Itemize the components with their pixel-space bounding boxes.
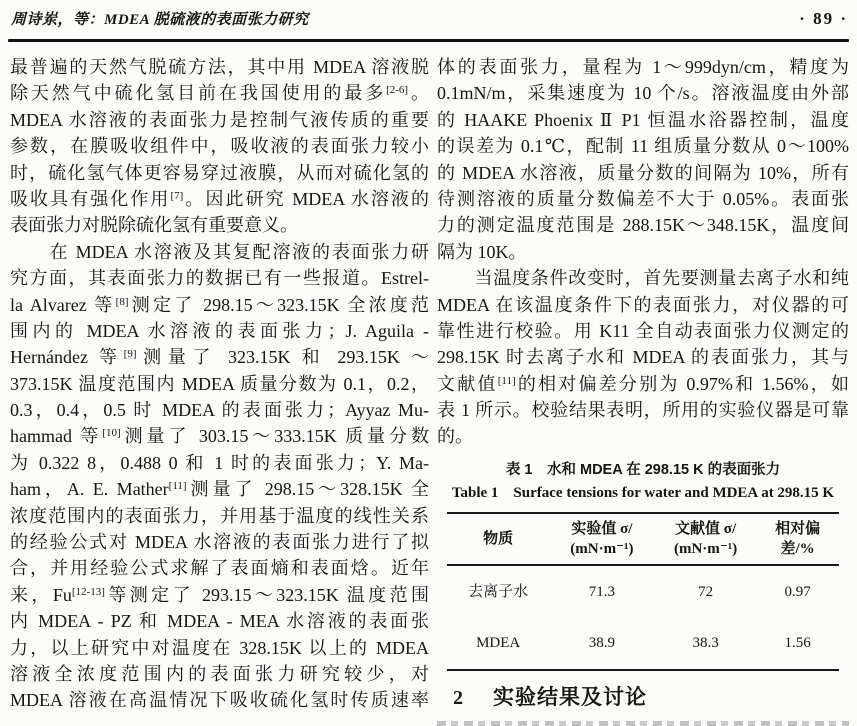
text-line: 力，以上研究中对温度在 328.15K 以上的 MDEA [10,637,429,658]
table-row [447,565,838,617]
text-line: 吸收具有强化作用[7]。因此研究 MDEA 水溶液的 [10,188,429,209]
text-line: 围内的 MDEA 水溶液的表面张力；J. Aguila - [10,320,429,341]
text-line: 隔为 10K。 [437,241,527,262]
text-line: 待测溶液的质量分数偏差不大于 0.05%。表面张 [437,188,849,209]
text-line: 究方面，其表面张力的数据已有一些报道。Estrel- [10,268,429,289]
text-line: 373.15K 温度范围内 MDEA 质量分数为 0.1，0.2， [10,373,429,394]
section-number: 2 [453,686,463,709]
header-rule [8,39,849,42]
text-line: 表 1 所示。校验结果表明，所用的实验仪器是可靠 [437,400,849,421]
table-header-cell: 实验值 σ/ (mN·m⁻¹) [570,520,634,557]
results-table [447,512,838,671]
text-line: 来，Fu[12-13]等测定了 293.15～323.15K 温度范围 [10,584,429,605]
text-line: 为 0.322 8，0.488 0 和 1 时的表面张力；Y. Ma- [10,452,429,473]
text-line: 的。 [437,426,473,447]
table-cell: 71.3 [588,583,615,600]
table-cell: 72 [698,583,714,600]
text-line: MDEA 在该温度条件下的表面张力，对仪器的可 [437,294,849,315]
text-line: 的 HAAKE Phoenix Ⅱ P1 恒温水浴器控制，温度 [437,109,849,130]
cutoff-text-line [437,721,849,726]
page-header [11,8,848,29]
results-table-head [447,513,838,565]
text-line: 的经验公式对 MDEA 水溶液的表面张力进行了拟 [10,532,429,553]
table-header-cell: 物质 [483,530,514,547]
text-line: 当温度条件改变时，首先要测量去离子水和纯 [437,268,849,289]
text-line: MDEA 溶液在高温情况下吸收硫化氢时传质速率 [10,690,429,711]
text-line: 除天然气中硫化氢目前在我国使用的最多[2-6]。 [10,83,429,104]
table-cell: 0.97 [784,583,811,600]
text-line: 在 MDEA 水溶液及其复配溶液的表面张力研 [10,241,429,262]
text-line: Hernández 等[9]测量了 323.15K 和 293.15K ～ [10,347,429,368]
text-line: 的 MDEA 水溶液，质量分数的间隔为 10%，所有 [437,162,849,183]
table-row [447,617,838,669]
text-line: 文献值[11]的相对偏差分别为 0.97%和 1.56%，如 [437,373,849,394]
text-line: 表面张力对脱除硫化氢有重要意义。 [10,215,298,236]
text-line: ham，A. E. Mather[11]测量了 298.15～328.15K 全 [10,479,429,500]
text-line: 内 MDEA - PZ 和 MDEA - MEA 水溶液的表面张 [10,611,429,632]
text-line: 参数，在膜吸收组件中，吸收液的表面张力较小 [10,136,429,157]
table-header-cell: 文献值 σ/ (mN·m⁻¹) [673,520,738,557]
text-line: 浓度范围内的表面张力，并用基于温度的线性关系 [10,505,429,526]
text-line: 时，硫化氢气体更容易穿过液膜，从而对硫化氢的 [10,162,429,183]
text-line: 的误差为 0.1℃，配制 11 组质量分数从 0～100% [437,136,849,157]
text-line: 合，并用经验公式求解了表面熵和表面焓。近年 [10,558,429,579]
text-line: hammad 等[10]测量了 303.15～333.15K 质量分数 [10,426,429,447]
table-cell: MDEA [476,635,521,652]
section-title: 实验结果及讨论 [493,685,647,709]
text-line: 靠性进行校验。用 K11 全自动表面张力仪测定的 [437,320,849,341]
table-cell: 38.3 [692,635,719,652]
running-title: 周诗岽，等：MDEA 脱硫液的表面张力研究 [11,12,309,28]
text-line: 298.15K 时去离子水和 MDEA 的表面张力，其与 [437,347,849,368]
section-heading [437,684,849,712]
page-number: · 89 · [799,9,848,28]
text-line: la Alvarez 等[8]测定了 298.15～323.15K 全浓度范 [10,294,429,315]
table-header-cell: 相对偏差/% [775,520,821,557]
text-line: 力的测定温度范围是 288.15K～348.15K，温度间 [437,215,849,236]
table-cell: 38.9 [588,635,615,652]
table-header-row [447,513,838,565]
table1-caption-zh: 表 1 水和 MDEA 在 298.15 K 的表面张力 [505,461,781,478]
right-column-text [437,54,849,450]
text-line: MDEA 水溶液的表面张力是控制气液传质的重要 [10,109,429,130]
table-cell: 去离子水 [468,583,529,600]
left-text-column [10,54,429,714]
text-line: 溶液全浓度范围内的表面张力研究较少，对 [10,663,429,684]
table-cell: 1.56 [784,635,811,652]
table1-caption-en: Table 1 Surface tensions for water and MDEA at 298.15 K [451,484,835,501]
text-line: 0.1mN/m，采集速度为 10 个/s。溶液温度由外部 [437,83,849,104]
text-line: 0.3，0.4，0.5 时 MDEA 的表面张力；Ayyaz Mu- [10,400,429,421]
text-line: 体的表面张力，量程为 1～999dyn/cm，精度为 [437,57,849,77]
text-line: 最普遍的天然气脱硫方法，其中用 MDEA 溶液脱 [10,57,429,77]
right-text-column [437,54,849,726]
results-table-body [447,565,838,670]
